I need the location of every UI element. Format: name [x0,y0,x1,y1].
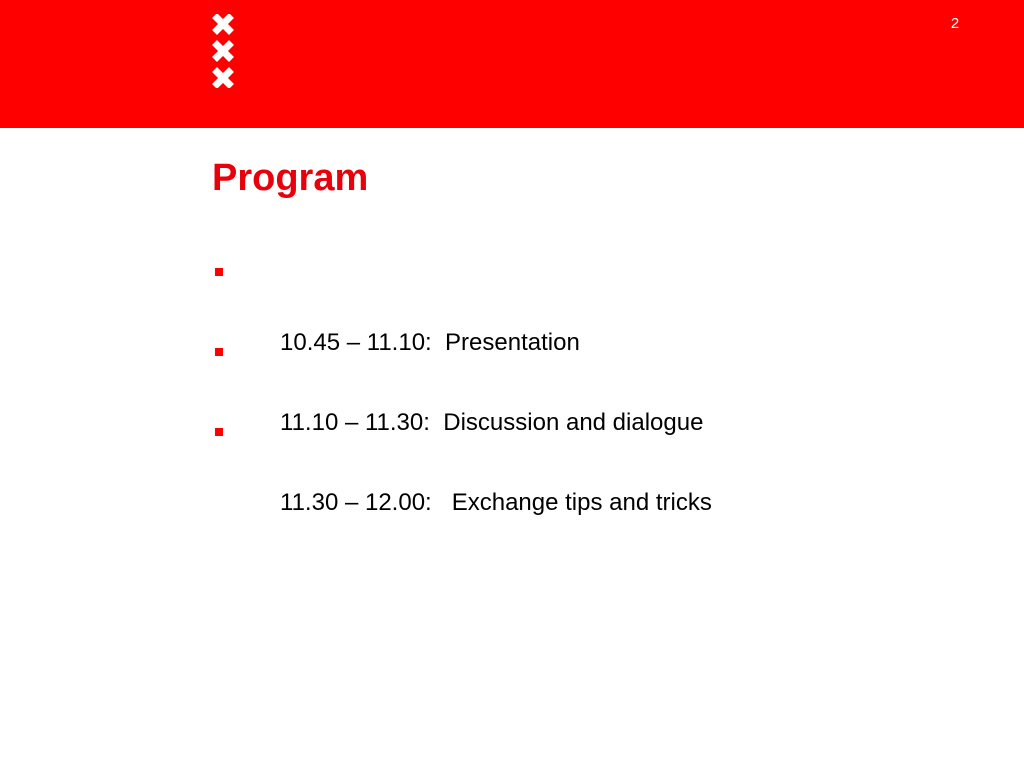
cross-icon [211,61,235,88]
list-item [212,258,712,356]
header-band [0,0,1024,128]
list-item [212,338,712,436]
list-item-text: 11.10 – 11.30: Discussion and dialogue [280,409,704,436]
bullet-list [212,258,712,516]
square-bullet-icon [215,428,223,436]
square-bullet-icon [215,348,223,356]
cross-icon [211,34,235,68]
list-item-text: 10.45 – 11.10: Presentation [280,329,580,356]
cross-icon [211,14,235,41]
slide-number: 2 [950,15,960,32]
slide-title: Program [212,157,369,199]
square-bullet-icon [215,268,223,276]
amsterdam-xxx-logo-icon [211,14,235,88]
list-item [212,418,712,516]
list-item-text: 11.30 – 12.00: Exchange tips and tricks [280,489,712,516]
